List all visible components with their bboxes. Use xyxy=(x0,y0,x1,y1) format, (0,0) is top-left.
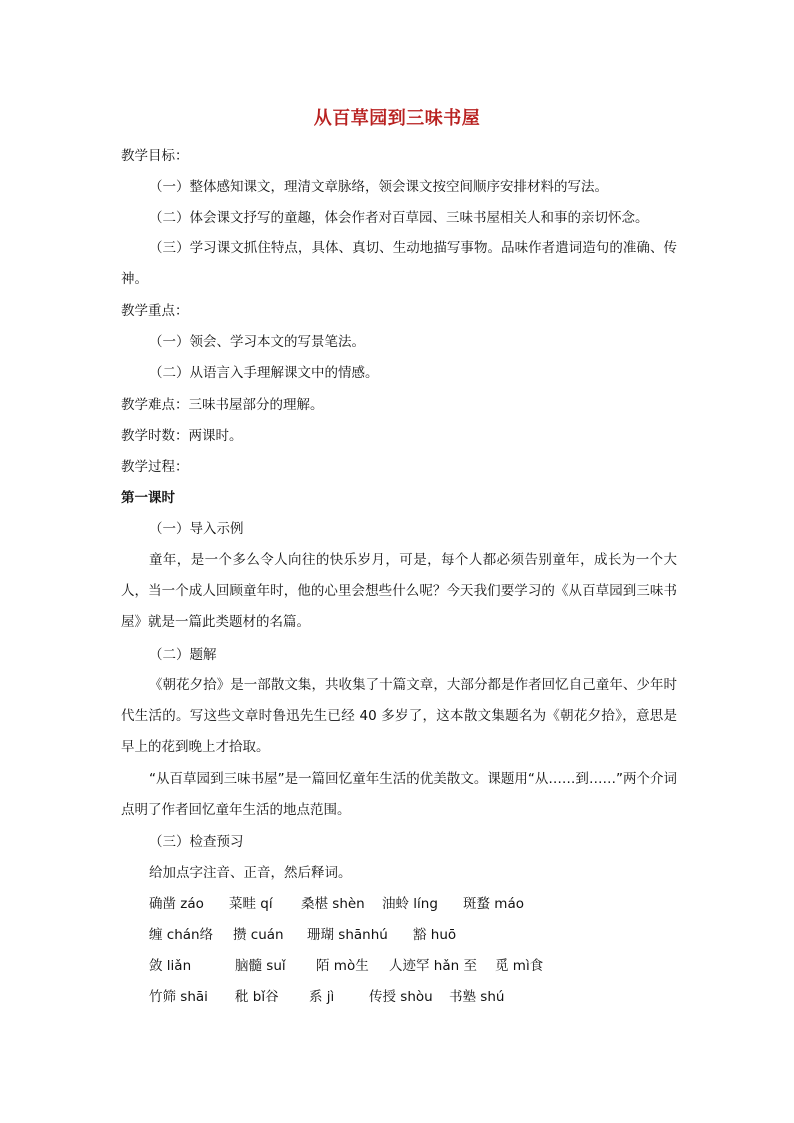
preview-heading: （三）检查预习 xyxy=(149,834,244,850)
vocab-row-2 xyxy=(149,925,689,945)
vocab-item: 书塾 shú xyxy=(449,989,505,1005)
objective-item-1: （一）整体感知课文，理清文章脉络，领会课文按空间顺序安排材料的写法。 xyxy=(149,179,608,195)
vocab-row-4 xyxy=(149,987,689,1007)
vocab-item: 系 jì xyxy=(309,989,335,1005)
explain-paragraph-2: “从百草园到三味书屋”是一篇回忆童年生活的优美散文。课题用“从……到……”两个介词点明了作者回忆童年生活的地点范围。 xyxy=(121,771,677,818)
lesson1-heading: 第一课时 xyxy=(121,490,175,506)
objective-item-3: （三）学习课文抓住特点，具体、真切、生动地描写事物。品味作者遣词造句的准确、传神。 xyxy=(121,240,677,287)
vocab-item: 脑髓 suǐ xyxy=(235,958,286,974)
vocab-item: 斑蝥 máo xyxy=(463,896,524,912)
document-title: 从百草园到三味书屋 xyxy=(313,108,481,129)
vocab-item: 人迹罕 hǎn 至 xyxy=(389,958,477,974)
explain-paragraph-1: 《朝花夕拾》是一部散文集，共收集了十篇文章，大部分都是作者回忆自己童年、少年时代生活的。写这些文章时鲁迅先生已经 40 多岁了，这本散文集题名为《朝花夕拾》，意思是早上的花到晚上才拾取。 xyxy=(121,677,677,755)
vocab-item: 菜畦 qí xyxy=(229,896,273,912)
key-point-item-1: （一）领会、学习本文的写景笔法。 xyxy=(149,334,365,350)
vocab-item: 陌 mò生 xyxy=(316,958,369,974)
vocab-item: 攒 cuán xyxy=(233,927,284,943)
intro-heading: （一）导入示例 xyxy=(149,521,244,537)
vocab-row-3 xyxy=(149,956,689,976)
vocab-item: 确凿 záo xyxy=(149,896,204,912)
vocab-item: 觅 mì食 xyxy=(495,958,544,974)
difficulty-line: 教学难点：三味书屋部分的理解。 xyxy=(121,397,324,413)
objective-item-2: （二）体会课文抒写的童趣，体会作者对百草园、三味书屋相关人和事的亲切怀念。 xyxy=(149,210,649,226)
vocab-item: 传授 shòu xyxy=(369,989,433,1005)
vocab-item: 油蛉 líng xyxy=(382,896,438,912)
duration-line: 教学时数：两课时。 xyxy=(121,428,243,444)
explain-heading: （二）题解 xyxy=(149,647,217,663)
key-points-heading: 教学重点： xyxy=(121,303,189,319)
intro-paragraph: 童年，是一个多么令人向往的快乐岁月，可是，每个人都必须告别童年，成长为一个大人，当一个成人回顾童年时，他的心里会想些什么呢？今天我们要学习的《从百草园到三味书屋》就是一篇此类题材的名篇。 xyxy=(121,552,677,630)
vocab-item: 豁 huō xyxy=(413,927,457,943)
vocab-item: 珊瑚 shānhú xyxy=(307,927,388,943)
vocab-item: 秕 bǐ谷 xyxy=(235,989,279,1005)
preview-instruction: 给加点字注音、正音，然后释词。 xyxy=(149,865,352,881)
objectives-heading: 教学目标： xyxy=(121,148,189,164)
vocab-item: 敛 liǎn xyxy=(149,958,192,974)
vocab-item: 缠 chán络 xyxy=(149,927,214,943)
vocab-item: 竹筛 shāi xyxy=(149,989,208,1005)
process-heading: 教学过程： xyxy=(121,459,189,475)
vocab-row-1 xyxy=(149,894,689,914)
vocab-item: 桑椹 shèn xyxy=(301,896,365,912)
key-point-item-2: （二）从语言入手理解课文中的情感。 xyxy=(149,365,379,381)
